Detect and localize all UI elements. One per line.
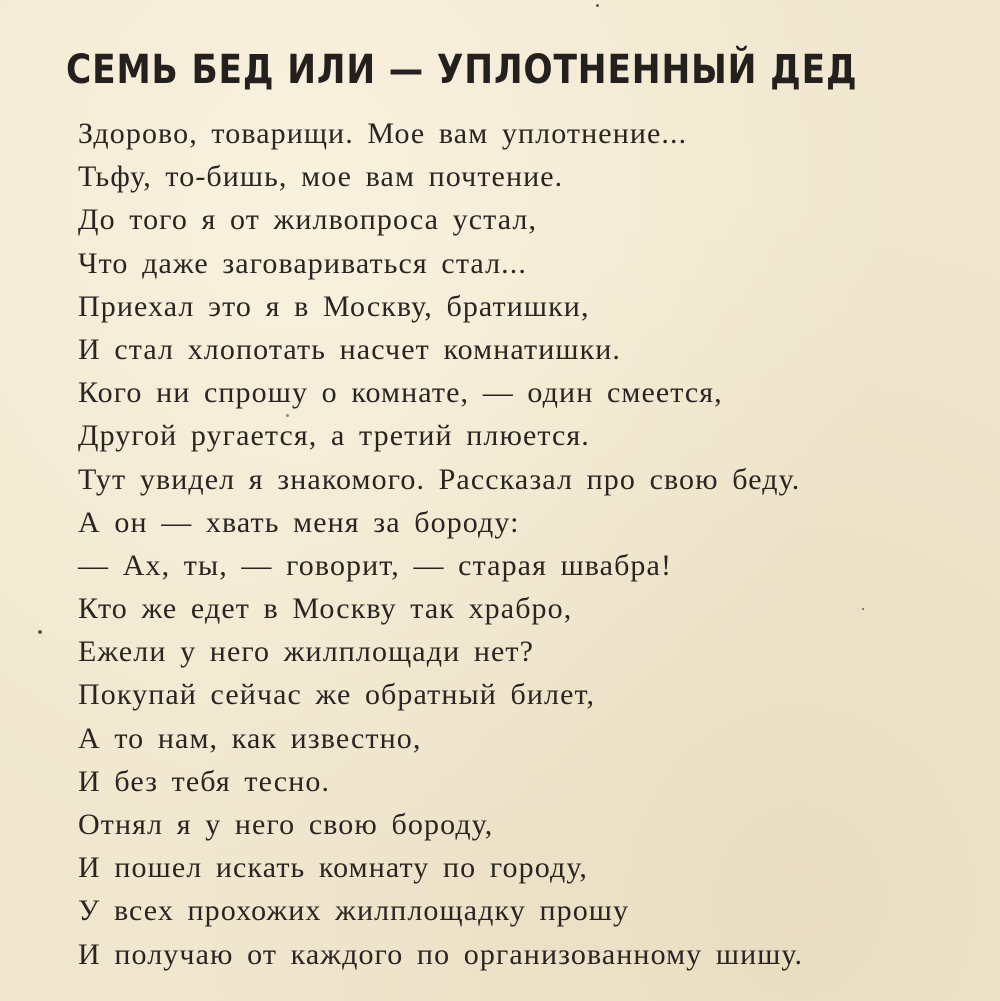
- poem-line: Кто же едет в Москву так храбро,: [78, 592, 573, 626]
- poem-line: Покупай сейчас же обратный билет,: [78, 678, 596, 712]
- paper-speck: [286, 414, 289, 417]
- poem-line: И стал хлопотать насчет комнатишки.: [78, 332, 621, 366]
- poem-line: А то нам, как известно,: [78, 721, 422, 755]
- poem-line: До того я от жилвопроса устал,: [78, 203, 538, 237]
- paper-speck: [862, 608, 864, 610]
- poem-title: СЕМЬ БЕД ИЛИ — УПЛОТНЕННЫЙ ДЕД: [66, 47, 858, 93]
- poem-line: Тьфу, то-бишь, мое вам почтение.: [78, 160, 564, 194]
- poem-line: И получаю от каждого по организованному шишу.: [78, 937, 804, 971]
- poem-line: И пошел искать комнату по городу,: [78, 851, 589, 885]
- poem-line: Другой ругается, а третий плюется.: [78, 419, 590, 453]
- poem-line: Отнял я у него свою бороду,: [78, 808, 494, 841]
- poem-line: А он — хвать меня за бороду:: [78, 505, 520, 539]
- poem-body: [78, 112, 958, 976]
- poem-line: Приехал это я в Москву, братишки,: [78, 289, 590, 323]
- paper-speck: [596, 4, 599, 7]
- poem-line: Ежели у него жилплощади нет?: [78, 635, 535, 669]
- poem-line: Тут увидел я знакомого. Рассказал про свою беду.: [78, 462, 801, 496]
- poem-line: Здорово, товарищи. Мое вам уплотнение...: [78, 117, 688, 150]
- poem-line: У всех прохожих жилплощадку прошу: [78, 894, 630, 928]
- poem-line: И без тебя тесно.: [78, 764, 331, 798]
- poem-line: — Ах, ты, — говорит, — старая швабра!: [78, 548, 673, 582]
- poem-line: Кого ни спрошу о комнате, — один смеется,: [78, 376, 723, 410]
- poem-line: Что даже заговариваться стал...: [78, 246, 527, 280]
- paper-speck: [38, 630, 42, 634]
